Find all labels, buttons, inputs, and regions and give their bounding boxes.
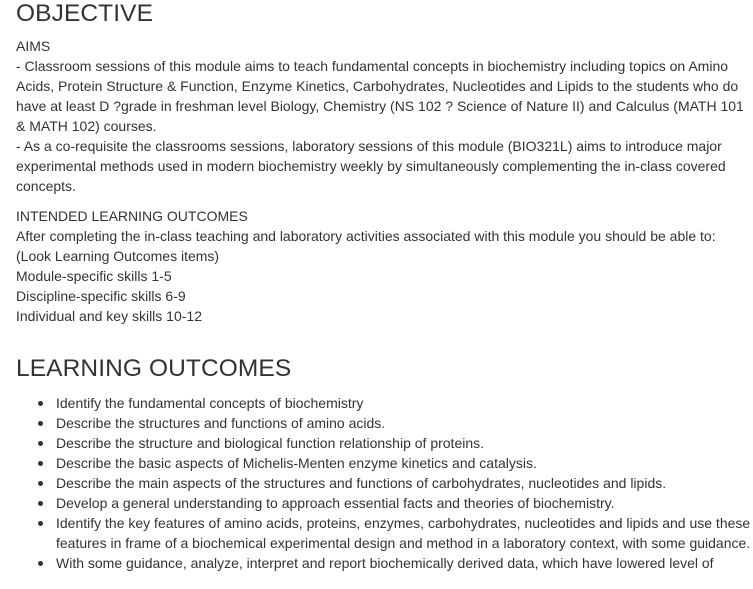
list-item-text: Describe the structures and functions of amino acids. [56,415,386,431]
ilo-label: INTENDED LEARNING OUTCOMES [16,208,248,224]
bullet-icon [38,521,43,526]
ilo-line: (Look Learning Outcomes items) [16,248,220,264]
ilo-line: Discipline-specific skills 6-9 [16,288,186,304]
list-item-text: Describe the basic aspects of Michelis-Menten enzyme kinetics and catalysis. [56,455,537,471]
list-item [56,553,753,573]
aims-paragraph: - As a co-requisite the classrooms sessions, laboratory sessions of this module (BIO321L) aims to introduce major experimental methods used in modern biochemistry weekly by simultaneously complementing the in-class covered concepts. [16,138,726,194]
list-item-text: Describe the main aspects of the structures and functions of carbohydrates, nucleotides and lipids. [56,475,667,491]
bullet-icon [38,401,43,406]
list-item-text: Identify the fundamental concepts of biochemistry [56,395,364,411]
bullet-icon [38,441,43,446]
learning-outcomes-list [16,393,753,573]
ilo-line: Module-specific skills 1-5 [16,268,172,284]
aims-section [16,36,746,196]
list-item-text: Develop a general understanding to approach essential facts and theories of biochemistry. [56,495,615,511]
list-item [56,493,753,513]
list-item-text: Describe the structure and biological function relationship of proteins. [56,435,485,451]
ilo-line: Individual and key skills 10-12 [16,308,202,324]
bullet-icon [38,561,43,566]
list-item-text: With some guidance, analyze, interpret and report biochemically derived data, which have lowered level of [56,555,714,571]
list-item [56,453,753,473]
list-item [56,393,753,413]
bullet-icon [38,481,43,486]
aims-label: AIMS [16,38,51,54]
bullet-icon [38,501,43,506]
objective-heading: OBJECTIVE [16,0,154,27]
learning-outcomes-heading: LEARNING OUTCOMES [16,355,292,382]
list-item-text: Identify the key features of amino acids, proteins, enzymes, carbohydrates, nucleotides and lipids and use these features in frame of a biochemical experimental design and method in a laboratory context, with some guidance. [56,515,751,551]
list-item [56,513,753,553]
list-item [56,413,753,433]
bullet-icon [38,421,43,426]
intended-learning-outcomes-section [16,206,746,326]
bullet-icon [38,461,43,466]
list-item [56,473,753,493]
aims-paragraph: - Classroom sessions of this module aims to teach fundamental concepts in biochemistry including topics on Amino Acids, Protein Structure & Function, Enzyme Kinetics, Carbohydrates, Nucleotides and Lipids to the students who do have at least D ?grade in freshman level Biology, Chemistry (NS 102 ? Science of Nature II) and Calculus (MATH 101 & MATH 102) courses. [16,58,744,134]
list-item [56,433,753,453]
ilo-line: After completing the in-class teaching and laboratory activities associated with this module you should be able to: [16,228,716,244]
